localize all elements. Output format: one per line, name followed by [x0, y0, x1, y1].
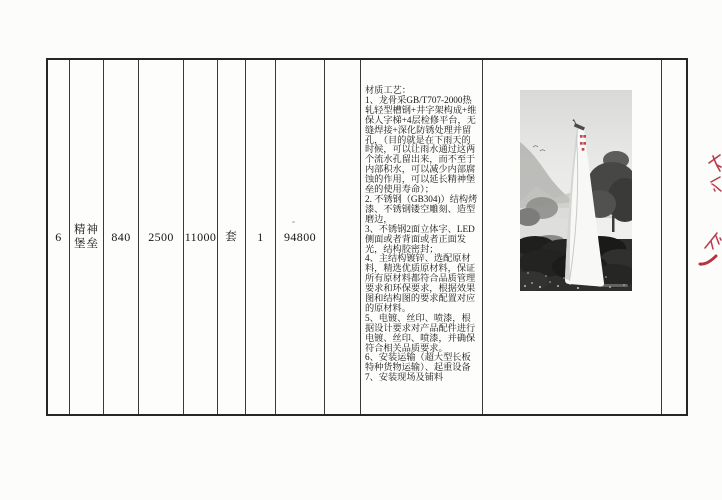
spec-paragraph: 2. 不锈钢（GB304)）结构烤漆、不锈钢镂空雕刻、造型磨边， — [365, 193, 478, 224]
cell-item-no — [48, 60, 70, 414]
cell-dim1 — [104, 60, 139, 414]
spec-paragraph: 5、电镀、丝印、喷漆，根据设计要求对产品配件进行电镀、丝印、喷漆，并确保符合相关品质要求。 — [365, 312, 476, 353]
dim1-value: 840 — [111, 229, 131, 244]
monument-inscription: ■■■■■ — [579, 134, 587, 154]
dim3-value: 11000 — [184, 229, 217, 244]
item-table-row — [46, 58, 688, 416]
spec-title: 材质工艺： — [365, 85, 411, 95]
red-stamp-fragment — [696, 148, 722, 272]
spec-paragraph: 3、不锈钢2面立体字、LED侧面或者背面或者正面发光，结构胶密封； — [365, 223, 475, 254]
scan-speck — [292, 221, 295, 223]
cell-empty-left — [325, 60, 361, 414]
cell-amount — [276, 60, 325, 414]
cell-qty — [246, 60, 276, 414]
cell-dim2 — [139, 60, 184, 414]
item-no: 6 — [55, 229, 62, 244]
cell-photo — [483, 60, 662, 414]
cell-spec-text — [361, 60, 483, 414]
cell-unit — [218, 60, 246, 414]
cell-dim3 — [184, 60, 218, 414]
spec-paragraph: 6、安装运输（超大型长板特种货物运输）、起重设备 — [365, 352, 471, 373]
cell-empty-right — [662, 60, 686, 414]
qty-value: 1 — [257, 229, 264, 244]
amount-value: 94800 — [284, 229, 316, 244]
cell-item-name — [70, 60, 104, 414]
spec-paragraph: 1、龙骨采GB/T707-2000热轧轻型槽钢+井字架构成+维保人字梯+4层检修平台，无缝焊接+深化防锈处理并留孔，（目的就是在下雨天的时候，可以让雨水通过这两个流水孔留出来，而不至于内部积水，可以减少内部腐蚀的作用，可以延长精神堡垒的使用寿命）； — [365, 94, 477, 195]
monument-photo — [520, 90, 632, 291]
spec-paragraph: 4、主结构镀锌、选配原材料，精选优质原材料，保证所有原材料都符合品质管理要求和环保要求，根据效果图和结构图的要求配置对应的原材料。 — [365, 253, 476, 313]
unit-value: 套 — [225, 230, 238, 243]
spec-paragraph: 7、安装现场及铺料 — [365, 372, 444, 383]
item-name: 精神堡垒 — [74, 223, 99, 250]
monument-photo-render — [520, 90, 632, 291]
dim2-value: 2500 — [148, 229, 174, 244]
